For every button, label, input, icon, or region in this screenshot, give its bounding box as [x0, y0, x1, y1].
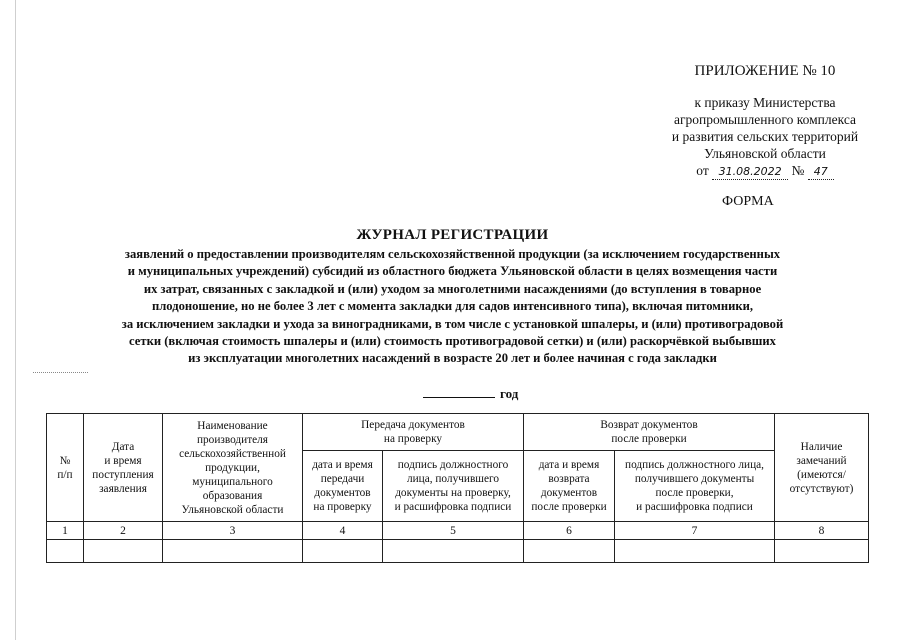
empty-cell[interactable]: [163, 540, 303, 563]
empty-cell[interactable]: [615, 540, 775, 563]
order-line: Ульяновской области: [704, 146, 826, 161]
subtitle-line: и муниципальных учреждений) субсидий из областного бюджета Ульяновской области в целях возмещения части: [127, 264, 778, 279]
order-line: и развития сельских территорий: [671, 129, 859, 144]
empty-cell[interactable]: [524, 540, 615, 563]
order-date-line: [600, 162, 905, 180]
empty-cell[interactable]: [383, 540, 524, 563]
column-number-cell: 2: [84, 522, 163, 540]
empty-cell[interactable]: [47, 540, 84, 563]
header-group-return: Возврат документов после проверки: [524, 414, 775, 451]
year-label: год: [500, 386, 519, 401]
header-cell-number: № п/п: [47, 414, 84, 522]
column-number-cell: 1: [47, 522, 84, 540]
header-group-transfer: Передача документов на проверку: [303, 414, 524, 451]
column-number-cell: 8: [775, 522, 869, 540]
subtitle-line: сетки (включая стоимость шпалеры и (или) стоимость противоградовой сетки) и (или) раскорчёвкой выбывших: [129, 334, 776, 349]
handwritten-date: 31.08.2022: [712, 165, 788, 180]
number-sign: №: [791, 163, 805, 178]
date-prefix: от: [696, 163, 709, 178]
appendix-block: [600, 60, 905, 180]
column-number-cell: 7: [615, 522, 775, 540]
subtitle-line: из эксплуатации многолетних насаждений в возрасте 20 лет и более начиная с года закладки: [188, 351, 717, 366]
year-blank-field[interactable]: [423, 385, 495, 398]
subtitle-line: за исключением закладки и ухода за виноградниками, в том числе с установкой шпалеры, и (или) противоградовой: [121, 316, 784, 331]
handwritten-number: 47: [808, 165, 834, 180]
header-cell-transfer-signature: подпись должностного лица, получившего документы на проверку, и расшифровка подписи: [383, 451, 524, 522]
header-cell-return-date: дата и время возврата документов после проверки: [524, 451, 615, 522]
order-line: агропромышленного комплекса: [674, 112, 856, 127]
scan-edge-line: [15, 0, 16, 640]
subtitle-line: плодоношение, но не более 3 лет с момента закладки для садов интенсивного типа), включая питомники,: [151, 299, 754, 314]
order-reference: [600, 94, 905, 162]
journal-title: ЖУРНАЛ РЕГИСТРАЦИИ: [356, 227, 549, 243]
scan-smudge: [33, 372, 88, 373]
column-number-row: [47, 522, 869, 540]
empty-cell[interactable]: [775, 540, 869, 563]
journal-subtitle: [45, 246, 860, 368]
column-number-cell: 6: [524, 522, 615, 540]
column-number-cell: 3: [163, 522, 303, 540]
empty-cell[interactable]: [84, 540, 163, 563]
appendix-title: ПРИЛОЖЕНИЕ № 10: [694, 63, 836, 79]
year-row: [423, 385, 518, 402]
header-cell-remarks: Наличие замечаний (имеются/ отсутствуют): [775, 414, 869, 522]
subtitle-line: заявлений о предоставлении производителям сельскохозяйственной продукции (за исключением государственных: [124, 247, 781, 261]
form-label: ФОРМА: [722, 194, 774, 209]
registration-table: [46, 413, 869, 563]
column-number-cell: 5: [383, 522, 524, 540]
table-row: [47, 540, 869, 563]
header-cell-receipt-date: Дата и время поступления заявления: [84, 414, 163, 522]
subtitle-line: их затрат, связанных с закладкой и (или) уходом за многолетними насаждениями (до вступления в товарное: [143, 281, 762, 296]
header-cell-transfer-date: дата и время передачи документов на проверку: [303, 451, 383, 522]
column-number-cell: 4: [303, 522, 383, 540]
empty-cell[interactable]: [303, 540, 383, 563]
header-cell-producer-name: Наименование производителя сельскохозяйственной продукции, муниципального образования Ульяновской области: [163, 414, 303, 522]
header-cell-return-signature: подпись должностного лица, получившего документы после проверки, и расшифровка подписи: [615, 451, 775, 522]
table-header-row: [47, 414, 869, 451]
order-line: к приказу Министерства: [694, 95, 836, 110]
